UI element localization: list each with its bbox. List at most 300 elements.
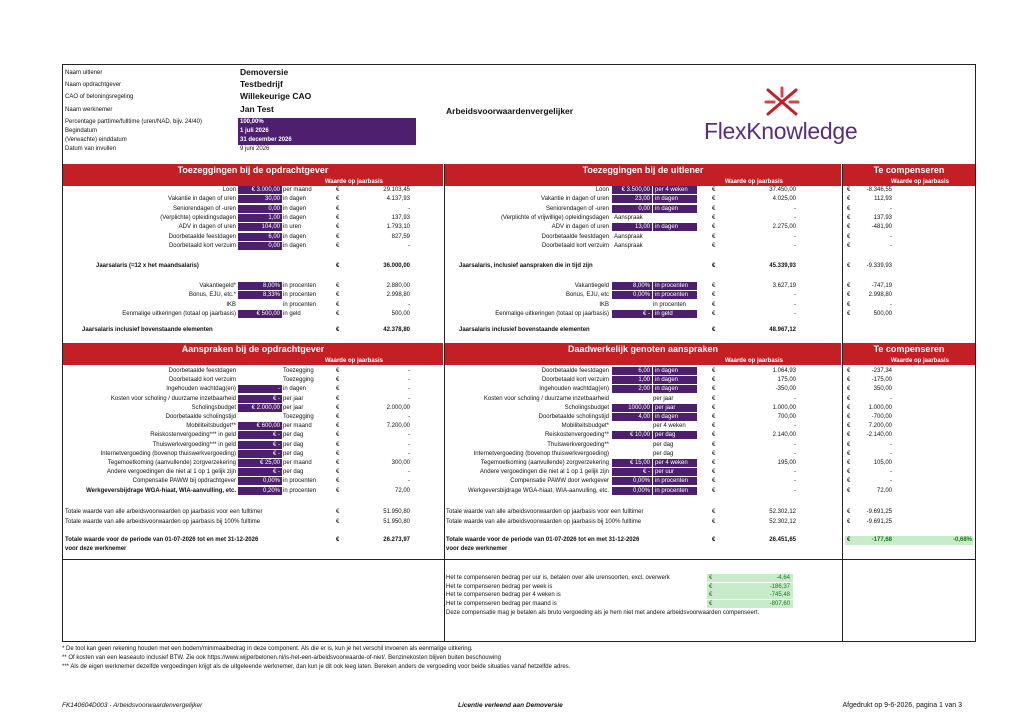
- value: 52.302,12: [769, 519, 796, 525]
- value: -745,48: [769, 592, 790, 599]
- value: -: [794, 242, 796, 249]
- value: -: [794, 395, 796, 402]
- unit: per dag: [653, 441, 674, 448]
- value: 1.000,00: [868, 404, 892, 411]
- unit: per jaar: [653, 404, 697, 412]
- summary-label: Het te compenseren bedrag per week is: [446, 583, 553, 590]
- value: -: [408, 242, 410, 249]
- header-value: 31 december 2026: [238, 136, 416, 145]
- row-label: Thuiswerkvergoeding*** in geld: [152, 441, 236, 448]
- currency: €: [847, 469, 851, 476]
- value: -: [794, 441, 796, 448]
- value: -: [890, 242, 892, 249]
- unit: Aanspraak: [614, 214, 643, 221]
- value: 72,00: [876, 487, 892, 494]
- unit: per maand: [283, 187, 312, 193]
- currency: €: [712, 327, 716, 333]
- currency: €: [847, 519, 851, 525]
- currency: €: [336, 242, 340, 249]
- currency: €: [336, 478, 340, 485]
- header-value: 1 juli 2026: [238, 127, 416, 136]
- value: -: [890, 205, 892, 212]
- value: 700,00: [777, 414, 796, 420]
- logo-text: FlexKnowledge: [704, 118, 858, 144]
- input-value: 0,00: [238, 242, 282, 250]
- input-value: 0,00%: [238, 477, 282, 485]
- unit: per dag: [283, 450, 304, 457]
- currency: €: [336, 404, 340, 411]
- input-value: 0,00: [238, 205, 282, 213]
- total-label: Totale waarde van alle arbeidsvoorwaarden op jaarbasis voor een fulltimer: [446, 509, 644, 515]
- currency: €: [336, 386, 340, 393]
- input-value: € 25,00: [238, 459, 282, 467]
- value: -: [408, 395, 410, 402]
- summary-label: Het te compenseren bedrag per uur is, betalen over alle urensoorten, excl. overwerk: [446, 575, 670, 581]
- total-label: Jaarsalaris inclusief bovenstaande elementen: [82, 327, 213, 333]
- currency: €: [847, 460, 851, 466]
- table-row: [0, 459, 1024, 467]
- unit: in dagen: [283, 196, 307, 203]
- currency: €: [712, 224, 716, 231]
- row-label: Tegemoetkoming (aanvullende) zorgverzekering: [107, 460, 236, 466]
- currency: €: [712, 537, 716, 543]
- row-label: Scholingsbudget: [191, 404, 236, 411]
- unit: per jaar: [283, 395, 304, 402]
- currency: €: [709, 583, 713, 590]
- header-value: Testbedrijf: [240, 79, 283, 89]
- row-label: Bonus, EJU, etc.*: [188, 292, 236, 299]
- currency: €: [847, 404, 851, 411]
- unit: in procenten: [283, 301, 317, 308]
- row-label: Seniorendagen of -uren: [545, 205, 609, 212]
- row-label: Vakantie in dagen of uren: [541, 196, 609, 203]
- currency: €: [712, 377, 716, 384]
- table-row: [0, 431, 1024, 439]
- header-value: Jan Test: [240, 104, 274, 114]
- input-value: 1,00: [238, 214, 282, 222]
- value: 1.000,00: [772, 404, 796, 411]
- currency: €: [336, 519, 340, 525]
- table-row: [0, 310, 1024, 318]
- footnote-2: ** Of kosten van een leaseauto inclusief BTW. Zie ook https://www.wijperbelonen.nl/is-het-een-arbeidsvoorwaarde-of-niet/. Benzinekosten blijven buiten beschouwing: [62, 655, 501, 661]
- total-row: [0, 326, 1024, 334]
- currency: €: [847, 301, 851, 308]
- row-label: Doorbetaalde scholingstijd: [538, 414, 609, 420]
- row-label: Doorbetaalde feestdagen: [541, 233, 609, 240]
- currency: €: [712, 301, 716, 308]
- value: -: [408, 450, 410, 457]
- value: -: [408, 414, 410, 420]
- currency: €: [847, 205, 851, 212]
- total-label: Totale waarde van alle arbeidsvoorwaarden op jaarbasis bij 100% fulltime: [65, 519, 261, 525]
- total-row: [0, 508, 1024, 516]
- value: 26.273,97: [383, 537, 410, 543]
- summary-row: [0, 583, 1024, 591]
- table-row: [0, 367, 1024, 375]
- input-value: € 15,00: [612, 459, 652, 467]
- value: -: [794, 233, 796, 240]
- table-row: [0, 422, 1024, 430]
- value: -: [794, 450, 796, 457]
- table-row: [0, 413, 1024, 421]
- header-label: Percentage parttime/fulltime (uren/NAD, bijv. 24/40): [65, 119, 202, 125]
- table-row: [0, 242, 1024, 250]
- footer-center: Licentie verleend aan Demoversie: [458, 702, 563, 709]
- input-value: 104,00: [238, 223, 282, 231]
- summary-label: Het te compenseren bedrag per 4 weken is: [446, 592, 561, 599]
- value: 52.302,12: [769, 509, 796, 515]
- row-label: ADV in dagen of uren: [178, 224, 236, 231]
- value: 175,00: [777, 377, 796, 384]
- row-label: Compensatie PAWW door werkgever: [510, 478, 609, 485]
- currency: €: [336, 423, 340, 430]
- row-label: Loon: [222, 187, 236, 193]
- row-label: Compensatie PAWW bij opdrachtgever: [132, 478, 236, 485]
- header-label: Naam uitlener: [65, 70, 103, 76]
- table-row: [0, 487, 1024, 495]
- unit: Toezegging: [283, 377, 314, 384]
- currency: €: [336, 487, 340, 494]
- input-value: € 2.000,00: [238, 404, 282, 412]
- value: -9.339,93: [866, 263, 892, 269]
- row-label: Reiskostenvergoeding*** in geld: [150, 432, 236, 439]
- currency: €: [847, 196, 851, 203]
- currency: €: [712, 441, 716, 448]
- input-value: 0,00%: [612, 291, 652, 299]
- value: 42.378,80: [383, 327, 410, 333]
- unit: Toezegging: [283, 414, 314, 420]
- currency: €: [712, 414, 716, 420]
- currency: €: [712, 368, 716, 374]
- table-row: [0, 301, 1024, 309]
- currency: €: [712, 233, 716, 240]
- table-row: [0, 214, 1024, 222]
- unit: in procenten: [283, 283, 317, 289]
- unit: in procenten: [653, 291, 697, 299]
- table-row: [0, 186, 1024, 194]
- currency: €: [847, 450, 851, 457]
- currency: €: [712, 263, 716, 269]
- input-value: 23,00: [612, 195, 652, 203]
- value: 51.950,80: [383, 519, 410, 525]
- header-label: Begindatum: [65, 128, 98, 134]
- table-row: [0, 376, 1024, 384]
- input-value: 8,00%: [612, 282, 652, 290]
- value: -: [408, 205, 410, 212]
- currency: €: [336, 327, 340, 333]
- currency: €: [847, 263, 851, 269]
- value: 300,00: [391, 460, 410, 466]
- currency: €: [847, 432, 851, 439]
- unit: per maand: [283, 460, 312, 466]
- row-label: Kosten voor scholing / duurzame inzetbaarheid: [483, 395, 609, 402]
- row-divider: [63, 559, 975, 560]
- value: -177,68: [871, 537, 892, 543]
- header-label: CAO of beloningsregeling: [65, 94, 134, 100]
- input-value: € -: [238, 395, 282, 403]
- value: 51.950,80: [383, 509, 410, 515]
- percentage: -0,68%: [952, 537, 972, 543]
- total-row: [0, 518, 1024, 526]
- currency: €: [847, 214, 851, 221]
- column-divider: [444, 164, 445, 559]
- row-label: Thuiswerkvergoeding**: [547, 441, 609, 448]
- currency: €: [712, 386, 716, 393]
- unit: per dag: [283, 432, 304, 439]
- currency: €: [847, 377, 851, 384]
- table-row: [0, 223, 1024, 231]
- value: -: [890, 469, 892, 476]
- currency: €: [336, 432, 340, 439]
- sec1-right-header: Te compenseren Waarde op jaarbasis: [843, 164, 975, 186]
- currency: €: [712, 187, 716, 193]
- input-value: 8,00%: [238, 282, 282, 290]
- value: 105,00: [873, 460, 892, 466]
- total-label: voor deze werknemer: [65, 546, 127, 552]
- unit: in dagen: [653, 205, 697, 213]
- input-value: 6,00: [612, 367, 652, 375]
- currency: €: [336, 395, 340, 402]
- value: 4.025,00: [772, 196, 796, 203]
- total-label: Jaarsalaris, inclusief aanspraken die in tijd zijn: [459, 263, 593, 269]
- value: 29.103,45: [383, 187, 410, 193]
- unit: in procenten: [283, 478, 317, 485]
- unit: per maand: [283, 423, 312, 430]
- input-value: € 500,00: [238, 310, 282, 318]
- total-label: Totale waarde voor de periode van 01-07-2026 tot en met 31-12-2026: [65, 537, 259, 543]
- value: -747,19: [871, 283, 892, 289]
- sec2-left-header: Aanspraken bij de opdrachtgever Waarde op jaarbasis: [63, 343, 443, 365]
- input-value: € -: [238, 450, 282, 458]
- value: 2.998,80: [868, 292, 892, 299]
- value: 2.140,00: [772, 432, 796, 439]
- row-label: Werkgeversbijdrage WGA-hiaat, WIA-aanvulling, etc.: [86, 487, 236, 494]
- currency: €: [712, 310, 716, 317]
- row-label: Doorbetaald kort verzuim: [541, 377, 609, 384]
- table-row: [0, 450, 1024, 458]
- currency: €: [336, 509, 340, 515]
- row-label: Seniorendagen of -uren: [172, 205, 236, 212]
- value: -: [794, 310, 796, 317]
- sec1-left-header: Toezeggingen bij de opdrachtgever Waarde op jaarbasis: [63, 164, 443, 186]
- row-label: Scholingsbudget: [564, 404, 609, 411]
- currency: €: [712, 519, 716, 525]
- unit: per dag: [653, 450, 674, 457]
- row-label: Internetvergoeding (bovenop thuiswerkvergoeding): [473, 450, 609, 457]
- table-row: [0, 468, 1024, 476]
- unit: in geld: [653, 310, 697, 318]
- unit: in procenten: [653, 477, 697, 485]
- row-label: Vakantiegeld*: [199, 283, 236, 289]
- currency: €: [336, 537, 340, 543]
- input-value: -: [238, 385, 282, 393]
- value: -: [408, 386, 410, 393]
- value: 500,00: [391, 310, 410, 317]
- row-label: IKB: [599, 301, 609, 308]
- summary-row: [0, 591, 1024, 599]
- currency: €: [336, 469, 340, 476]
- input-value: 6,00: [238, 233, 282, 241]
- total-label: Totale waarde van alle arbeidsvoorwaarden op jaarbasis bij 100% fulltime: [446, 519, 642, 525]
- currency: €: [336, 301, 340, 308]
- unit: per uur: [653, 468, 697, 476]
- unit: Aanspraak: [614, 233, 643, 240]
- unit: per 4 weken: [653, 423, 686, 430]
- value: -: [408, 441, 410, 448]
- header-value: Willekeurige CAO: [240, 91, 312, 101]
- unit: in dagen: [283, 242, 307, 249]
- unit: Aanspraak: [614, 242, 643, 249]
- value: 3.627,19: [772, 283, 796, 289]
- value: -: [408, 478, 410, 485]
- unit: in dagen: [653, 413, 697, 421]
- unit: in dagen: [653, 195, 697, 203]
- input-value: 0,00%: [612, 477, 652, 485]
- summary-label: Het te compenseren bedrag per maand is: [446, 600, 557, 607]
- sec2-right-header: Te compenseren Waarde op jaarbasis: [843, 343, 975, 365]
- currency: €: [847, 478, 851, 485]
- row-label: Andere vergoedingen die niet al 1 op 1 gelijk zijn: [479, 469, 609, 476]
- row-label: Doorbetaalde feestdagen: [168, 368, 236, 374]
- header-label: (Verwachte) einddatum: [65, 137, 127, 143]
- unit: per 4 weken: [653, 186, 697, 194]
- period-total-row: [0, 536, 1024, 556]
- value: 500,00: [873, 310, 892, 317]
- row-label: Doorbetaalde feestdagen: [168, 233, 236, 240]
- currency: €: [712, 196, 716, 203]
- header-label: Datum van invullen: [65, 146, 117, 152]
- value: -: [794, 292, 796, 299]
- input-value: 30,00: [238, 195, 282, 203]
- currency: €: [712, 469, 716, 476]
- currency: €: [847, 414, 851, 420]
- value: 72,00: [394, 487, 410, 494]
- value: -2.140,00: [866, 432, 892, 439]
- unit: per jaar: [283, 404, 304, 411]
- input-value: 8,33%: [238, 291, 282, 299]
- value: -481,90: [871, 224, 892, 231]
- unit: in dagen: [283, 214, 307, 221]
- value: 26.451,65: [769, 537, 796, 543]
- currency: €: [712, 214, 716, 221]
- value: -: [794, 205, 796, 212]
- row-label: Andere vergoedingen die niet al 1 op 1 gelijk zijn: [106, 469, 236, 476]
- input-value: 1,00: [612, 376, 652, 384]
- row-label: Internetvergoeding (bovenop thuiswerkvergoeding): [100, 450, 236, 457]
- currency: €: [847, 283, 851, 289]
- currency: €: [336, 460, 340, 466]
- table-row: [0, 205, 1024, 213]
- currency: €: [847, 187, 851, 193]
- currency: €: [847, 242, 851, 249]
- unit: in uren: [283, 224, 302, 231]
- total-label: Totale waarde van alle arbeidsvoorwaarden op jaarbasis voor een fulltimer: [65, 509, 263, 515]
- value: -807,60: [769, 600, 790, 607]
- currency: €: [712, 487, 716, 494]
- currency: €: [336, 187, 340, 193]
- value: 137,93: [873, 214, 892, 221]
- unit: in geld: [283, 310, 301, 317]
- currency: €: [709, 575, 713, 581]
- value: 48.967,12: [769, 327, 796, 333]
- row-label: Tegemoetkoming (aanvullende) zorgverzekering: [480, 460, 609, 466]
- currency: €: [336, 368, 340, 374]
- currency: €: [336, 310, 340, 317]
- currency: €: [847, 292, 851, 299]
- currency: €: [712, 205, 716, 212]
- flexknowledge-logo-icon: [762, 86, 802, 118]
- value: 7.200,00: [868, 423, 892, 430]
- value: -186,37: [769, 583, 790, 590]
- row-label: Ingehouden wachtdag(en): [539, 386, 609, 393]
- table-row: [0, 441, 1024, 449]
- row-label: Doorbetaalde feestdagen: [541, 368, 609, 374]
- summary-note: Deze compensatie mag je betalen als bruto vergoeding als je hem niet met andere arbeidsvoorwaarden compenseert.: [446, 610, 760, 616]
- currency: €: [336, 377, 340, 384]
- currency: €: [847, 224, 851, 231]
- unit: per dag: [283, 441, 304, 448]
- currency: €: [712, 395, 716, 402]
- currency: €: [709, 600, 713, 607]
- value: -: [408, 432, 410, 439]
- currency: €: [847, 441, 851, 448]
- currency: €: [709, 592, 713, 599]
- currency: €: [847, 423, 851, 430]
- value: 7.200,00: [386, 423, 410, 430]
- input-value: 0,00: [612, 205, 652, 213]
- input-value: € -: [238, 468, 282, 476]
- currency: €: [847, 310, 851, 317]
- row-label: Mobiliteitsbudget*: [561, 423, 609, 430]
- row-label: Eenmalige uitkeringen (totaal op jaarbasis): [495, 310, 609, 317]
- currency: €: [712, 242, 716, 249]
- value: -: [408, 377, 410, 384]
- value: 1.064,93: [772, 368, 796, 374]
- currency: €: [336, 414, 340, 420]
- total-label: voor deze werknemer: [446, 546, 508, 552]
- input-value: € 600,00: [238, 422, 282, 430]
- table-row: [0, 395, 1024, 403]
- currency: €: [712, 509, 716, 515]
- unit: per dag: [283, 469, 304, 476]
- currency: €: [712, 432, 716, 439]
- currency: €: [336, 441, 340, 448]
- value: -: [794, 214, 796, 221]
- unit: per 4 weken: [653, 459, 697, 467]
- currency: €: [847, 487, 851, 494]
- input-value: 1000,00: [612, 404, 652, 412]
- header-value: Demoversie: [240, 67, 289, 77]
- currency: €: [336, 205, 340, 212]
- input-value: € 3.500,00: [612, 186, 652, 194]
- unit: in dagen: [283, 205, 307, 212]
- value: -350,00: [775, 386, 796, 393]
- unit: in dagen: [653, 367, 697, 375]
- value: 45.339,93: [769, 263, 796, 269]
- row-label: Doorbetaald kort verzuim: [541, 242, 609, 249]
- row-label: (Verplichte) opleidingsdagen: [160, 214, 236, 221]
- unit: in dagen: [653, 376, 697, 384]
- currency: €: [336, 263, 340, 269]
- header-value: 100,00%: [238, 118, 416, 127]
- unit: in procenten: [283, 292, 317, 299]
- input-value: 0,20%: [238, 487, 282, 495]
- value: 2.880,00: [386, 283, 410, 289]
- value: -700,00: [871, 414, 892, 420]
- unit: Toezegging: [283, 368, 314, 374]
- input-value: 13,00: [612, 223, 652, 231]
- value: 2.275,00: [772, 224, 796, 231]
